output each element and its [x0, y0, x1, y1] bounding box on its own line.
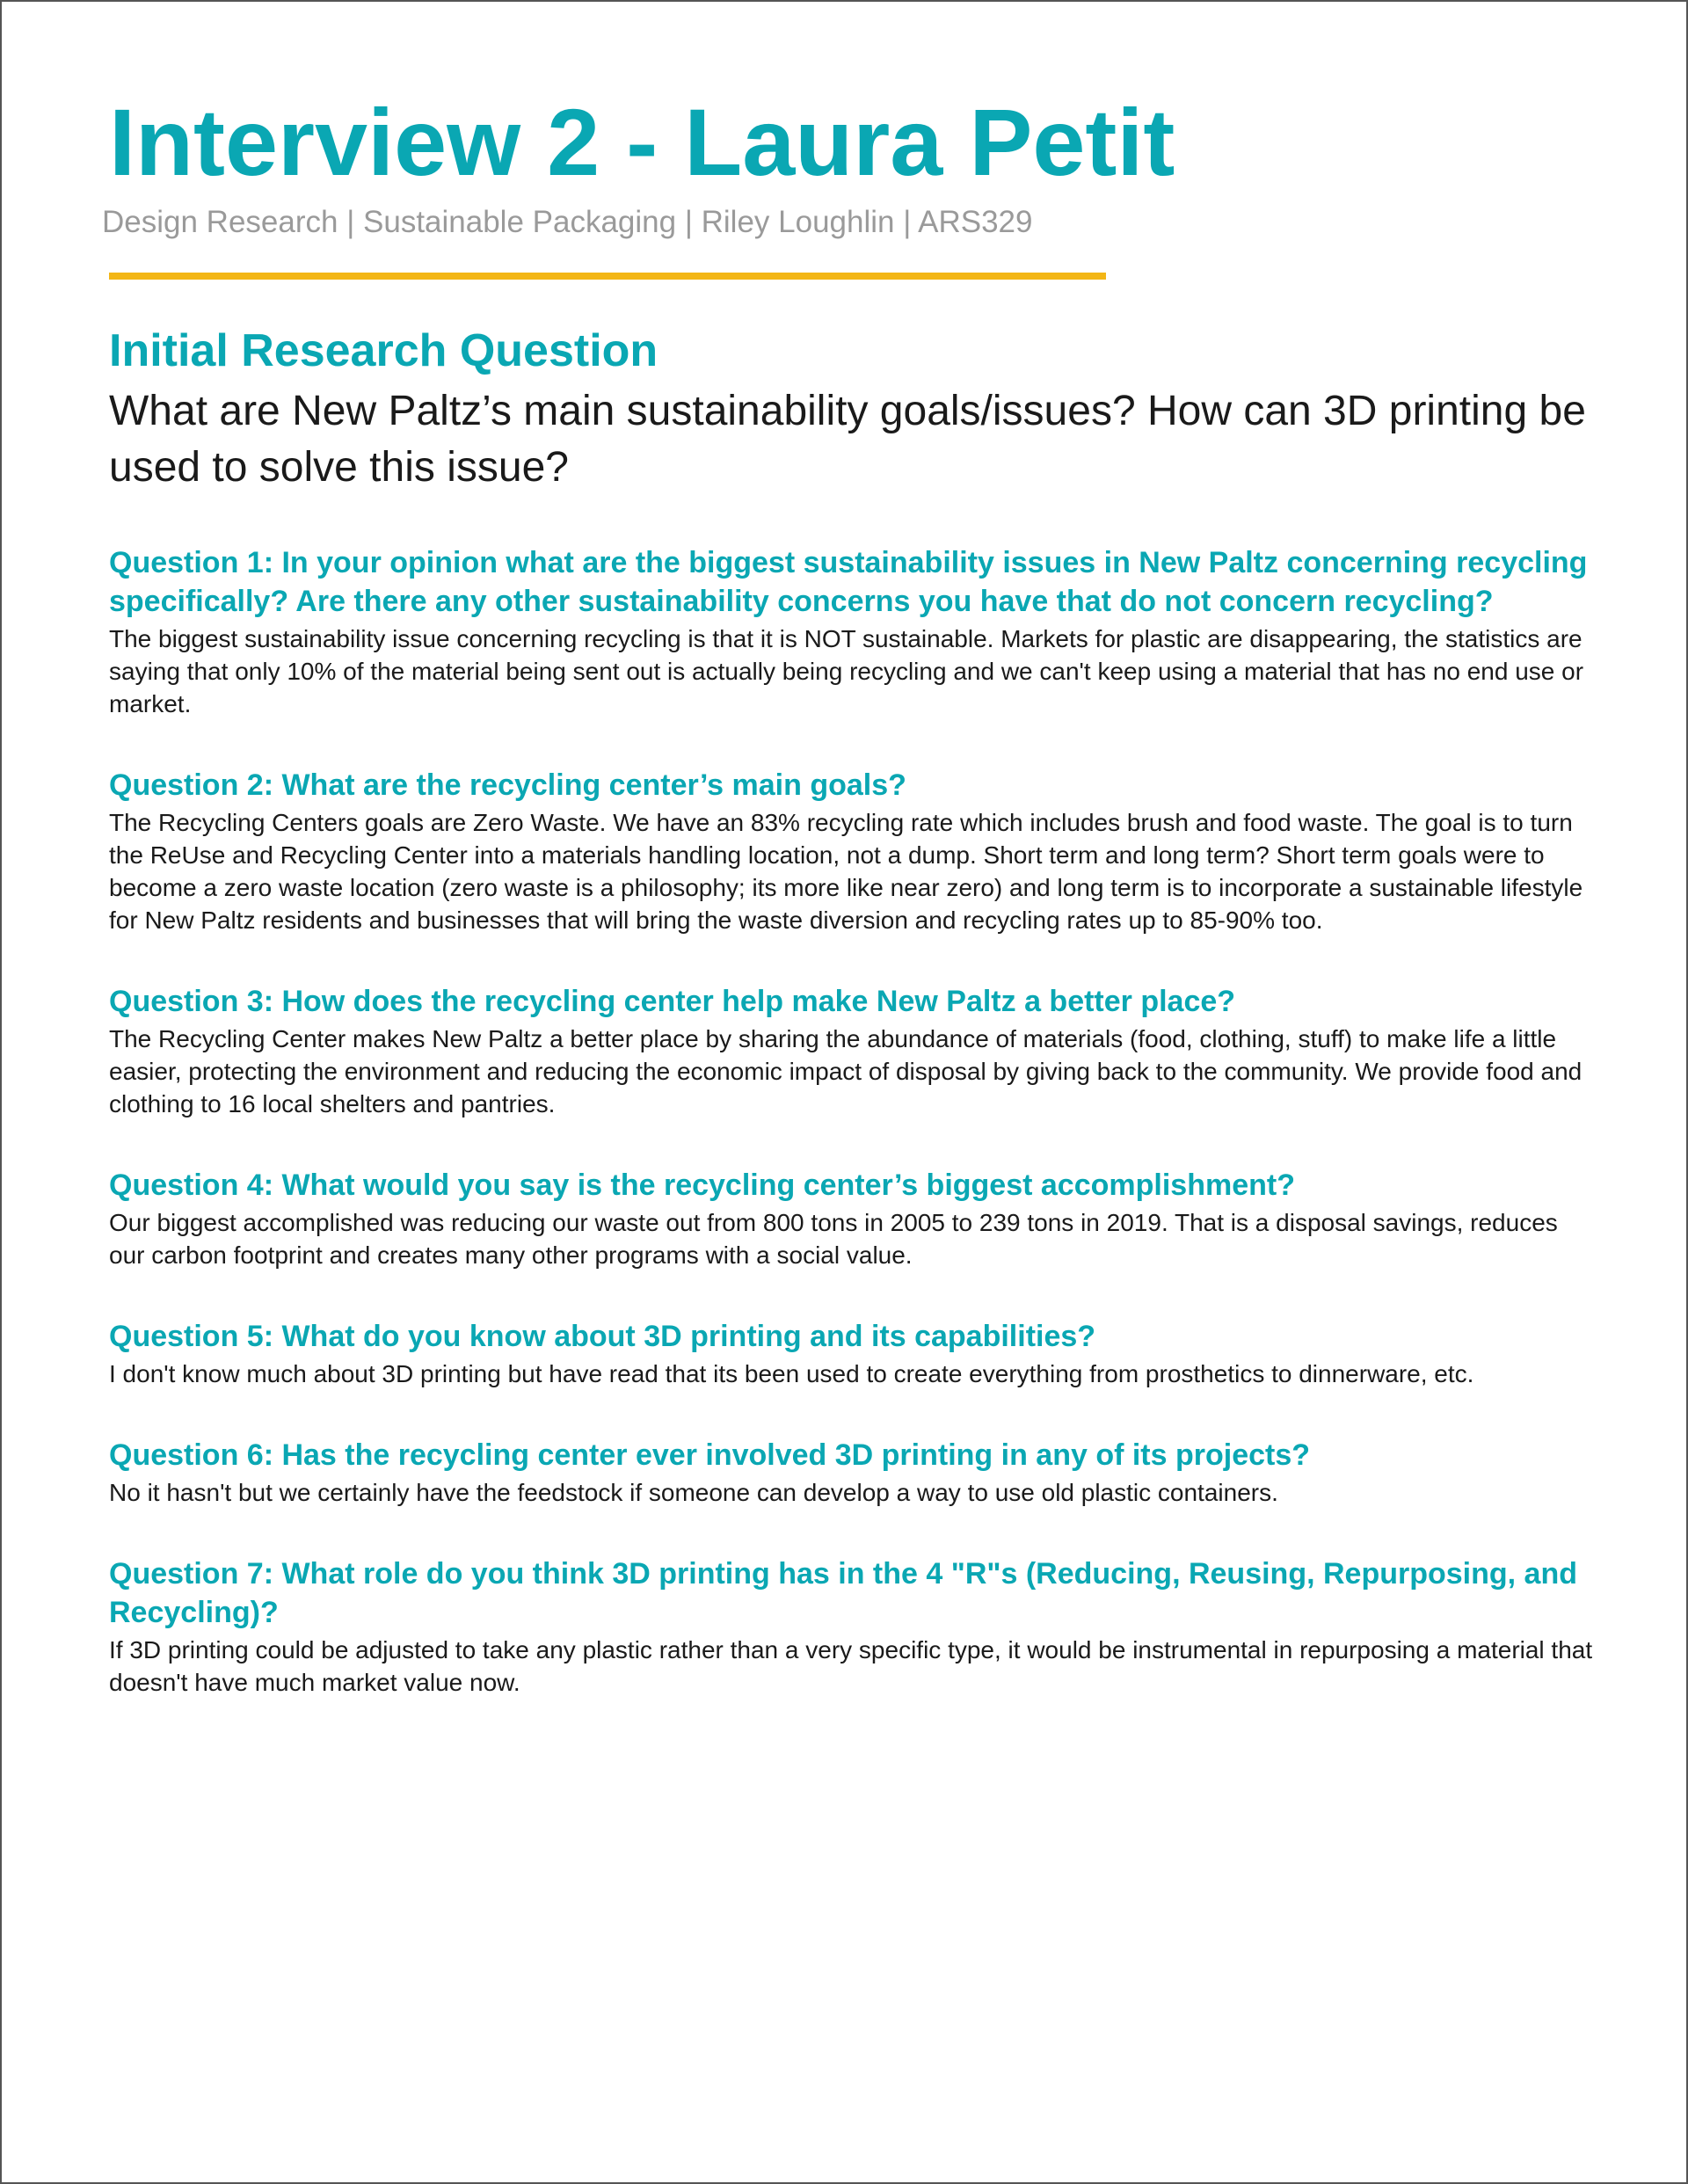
qa-item-4 [109, 1166, 1595, 1271]
qa-item-6 [109, 1436, 1595, 1509]
question-5: Question 5: What do you know about 3D printing and its capabilities? [109, 1320, 1096, 1353]
answer-3: The Recycling Center makes New Paltz a better place by sharing the abundance of materials (food, clothing, stuff) to make life a little easier, protecting the environment and reducing the economic impact of disposal by giving back to the community. We provide food and clothing to 16 local shelters and pantries. [109, 1025, 1582, 1117]
qa-item-2 [109, 766, 1595, 936]
page-content [102, 89, 1595, 1744]
interview-qa-list [109, 543, 1595, 1699]
qa-item-7 [109, 1554, 1595, 1699]
qa-item-3 [109, 982, 1595, 1120]
research-question-text: What are New Paltz’s main sustainability goals/issues? How can 3D printing be used to solve this issue? [109, 388, 1586, 491]
question-4: Question 4: What would you say is the recycling center’s biggest accomplishment? [109, 1168, 1295, 1202]
answer-6: No it hasn't but we certainly have the feedstock if someone can develop a way to use old plastic containers. [109, 1479, 1278, 1506]
question-1: Question 1: In your opinion what are the biggest sustainability issues in New Paltz concerning recycling specifically? Are there any other sustainability concerns you have that do not concern recycling? [109, 546, 1588, 618]
page-subtitle: Design Research | Sustainable Packaging | Riley Loughlin | ARS329 [102, 205, 1033, 239]
qa-item-5 [109, 1317, 1595, 1390]
answer-4: Our biggest accomplished was reducing our waste out from 800 tons in 2005 to 239 tons in 2019. That is a disposal savings, reduces our carbon footprint and creates many other programs with a social value. [109, 1209, 1558, 1269]
answer-7: If 3D printing could be adjusted to take any plastic rather than a very specific type, it would be instrumental in repurposing a material that doesn't have much market value now. [109, 1636, 1593, 1696]
question-6: Question 6: Has the recycling center ever involved 3D printing in any of its projects? [109, 1438, 1311, 1472]
question-7: Question 7: What role do you think 3D printing has in the 4 "R"s (Reducing, Reusing, Repurposing, and Recycling)? [109, 1557, 1577, 1629]
research-question-heading: Initial Research Question [109, 325, 658, 376]
answer-2: The Recycling Centers goals are Zero Waste. We have an 83% recycling rate which includes brush and food waste. The goal is to turn the ReUse and Recycling Center into a materials handling location, not a dump. Short term and long term? Short term goals were to become a zero waste location (zero waste is a philosophy; its more like near zero) and long term is to incorporate a sustainable lifestyle for New Paltz residents and businesses that will bring the waste diversion and recycling rates up to 85-90% too. [109, 809, 1583, 934]
qa-item-1 [109, 543, 1595, 720]
answer-1: The biggest sustainability issue concerning recycling is that it is NOT sustainable. Markets for plastic are disappearing, the statistics are saying that only 10% of the material being sent out is actually being recycling and we can't keep using a material that has no end use or market. [109, 625, 1584, 717]
page-title: Interview 2 - Laura Petit [109, 89, 1175, 195]
divider-rule [109, 273, 1106, 280]
answer-5: I don't know much about 3D printing but have read that its been used to create everything from prosthetics to dinnerware, etc. [109, 1360, 1474, 1387]
question-2: Question 2: What are the recycling center’s main goals? [109, 768, 906, 802]
question-3: Question 3: How does the recycling center help make New Paltz a better place? [109, 985, 1236, 1018]
